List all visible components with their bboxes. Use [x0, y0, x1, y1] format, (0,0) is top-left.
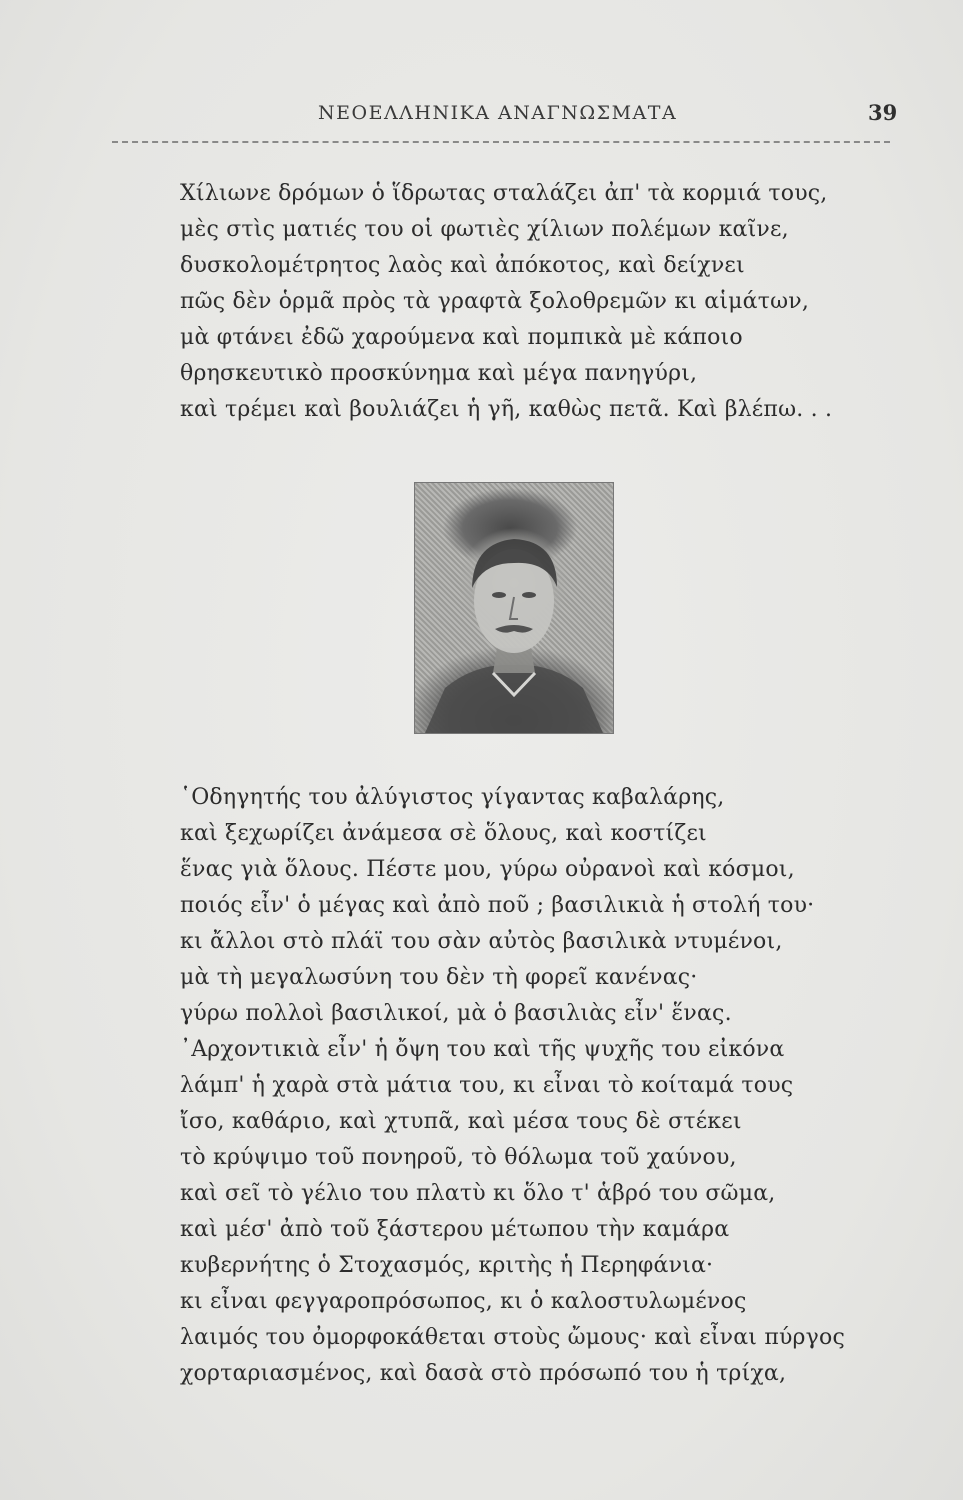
poem-line: καὶ σεῖ τὸ γέλιο του πλατὺ κι ὅλο τ' ἁβρό του σῶμα,	[180, 1181, 776, 1206]
poem-line: τὸ κρύψιμο τοῦ πονηροῦ, τὸ θόλωμα τοῦ χαύνου,	[180, 1145, 737, 1170]
running-head	[0, 100, 963, 130]
running-title: ΝΕΟΕΛΛΗΝΙΚΑ ΑΝΑΓΝΩΣΜΑΤΑ	[318, 102, 678, 124]
poem-line: δυσκολομέτρητος λαὸς καὶ ἀπόκοτος, καὶ δείχνει	[180, 253, 745, 278]
poem-line: καὶ ξεχωρίζει ἀνάμεσα σὲ ὅλους, καὶ κοστίζει	[180, 821, 707, 846]
poem-line: κι ἄλλοι στὸ πλάϊ του σὰν αὐτὸς βασιλικὰ ντυμένοι,	[180, 929, 783, 954]
author-portrait	[414, 482, 614, 734]
poem-line: κι εἶναι φεγγαροπρόσωπος, κι ὁ καλοστυλωμένος	[180, 1289, 747, 1314]
poem-line: ἴσο, καθάριο, καὶ χτυπᾶ, καὶ μέσα τους δὲ στέκει	[180, 1109, 742, 1134]
poem-line: ῾Οδηγητής του ἀλύγιστος γίγαντας καβαλάρης,	[180, 785, 725, 810]
poem-line: μὲς στὶς ματιές του οἱ φωτιὲς χίλιων πολέμων καῖνε,	[180, 217, 789, 242]
poem-line: ἕνας γιὰ ὅλους. Πέστε μου, γύρω οὐρανοὶ καὶ κόσμοι,	[180, 857, 795, 882]
header-rule	[112, 141, 890, 143]
poem-line: κυβερνήτης ὁ Στοχασμός, κριτὴς ἡ Περηφάνια·	[180, 1253, 714, 1278]
poem-line: χορταριασμένος, καὶ δασὰ στὸ πρόσωπό του ἡ τρίχα,	[180, 1361, 787, 1386]
poem-line: ᾿Αρχοντικιὰ εἶν' ἡ ὄψη του καὶ τῆς ψυχῆς του εἰκόνα	[180, 1037, 785, 1062]
page-number: 39	[868, 100, 898, 125]
poem-line: Χίλιωνε δρόμων ὁ ἵδρωτας σταλάζει ἀπ' τὰ κορμιά τους,	[180, 181, 828, 206]
poem-line: ποιός εἶν' ὁ μέγας καὶ ἀπὸ ποῦ ; βασιλικιὰ ἡ στολή του·	[180, 893, 815, 918]
poem-line: θρησκευτικὸ προσκύνημα καὶ μέγα πανηγύρι,	[180, 361, 698, 386]
portrait-illustration	[415, 483, 613, 733]
poem-line: πῶς δὲν ὁρμᾶ πρὸς τὰ γραφτὰ ξολοθρεμῶν κι αἱμάτων,	[180, 289, 810, 314]
poem-line: γύρω πολλοὶ βασιλικοί, μὰ ὁ βασιλιὰς εἶν' ἕνας.	[180, 1001, 732, 1026]
poem-stanza-2	[180, 780, 845, 1392]
poem-line: μὰ φτάνει ἐδῶ χαρούμενα καὶ πομπικὰ μὲ κάποιο	[180, 325, 743, 350]
poem-line: μὰ τὴ μεγαλωσύνη του δὲν τὴ φορεῖ κανένας·	[180, 965, 698, 990]
poem-line: καὶ τρέμει καὶ βουλιάζει ἡ γῆ, καθὼς πετᾶ. Καὶ βλέπω. . .	[180, 397, 833, 422]
poem-stanza-1	[180, 176, 832, 428]
poem-line: καὶ μέσ' ἀπὸ τοῦ ξάστερου μέτωπου τὴν καμάρα	[180, 1217, 730, 1242]
poem-line: λάμπ' ἡ χαρὰ στὰ μάτια του, κι εἶναι τὸ κοίταμά τους	[180, 1073, 794, 1098]
poem-line: λαιμός του ὀμορφοκάθεται στοὺς ὤμους· καὶ εἶναι πύργος	[180, 1325, 845, 1350]
